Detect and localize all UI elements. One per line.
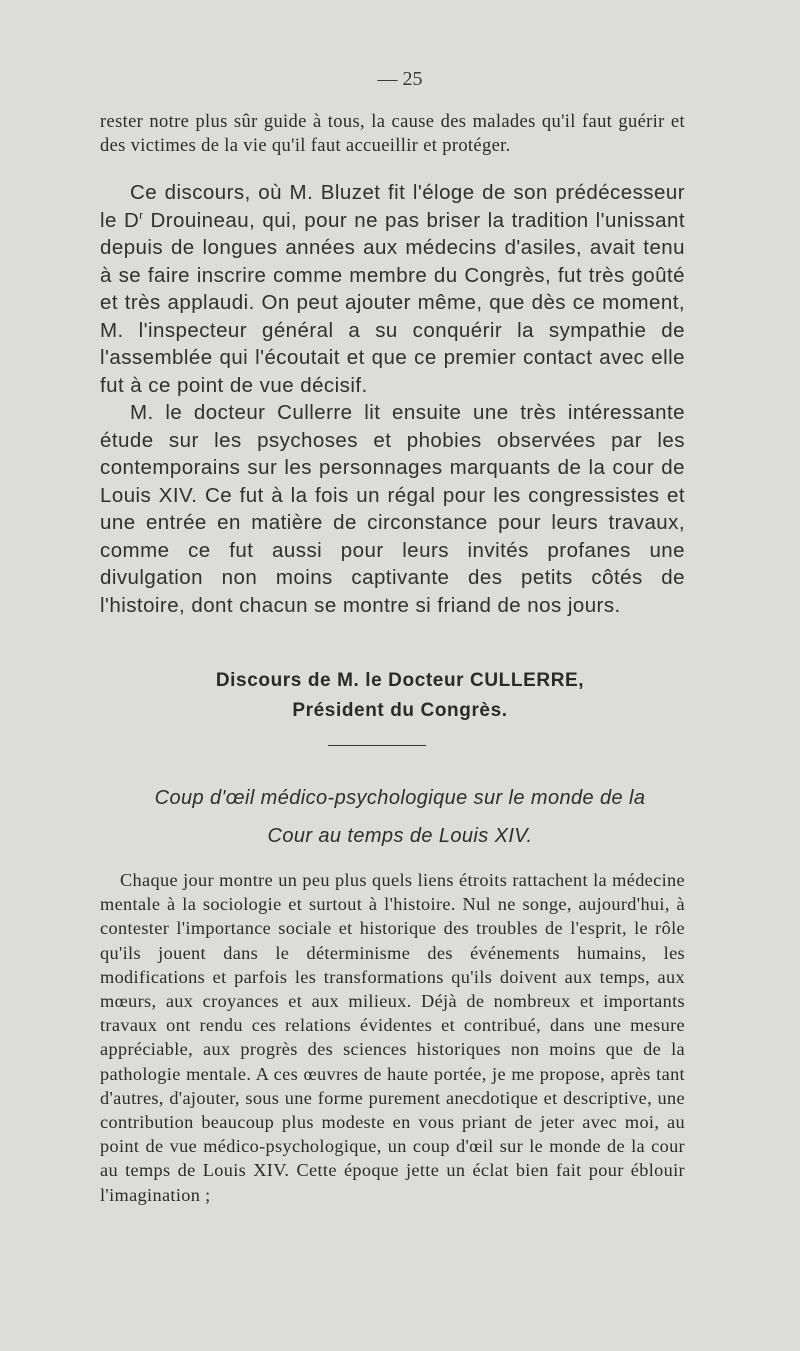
intro-text: rester notre plus sûr guide à tous, la cause des malades qu'il faut guérir et des victimes de la vie qu'il faut accueillir et protéger. [100,112,685,156]
sans-section [100,179,685,619]
subtitle-line1: Coup d'œil médico-psychologique sur le monde de la [154,787,646,809]
paragraph-bluzet: Ce discours, où M. Bluzet fit l'éloge de son prédécesseur le $D^r$ Drouineau, qui, pour ne pas briser la tradition l'unissant depuis de longues années aux médecins d'asiles, avait tenu à se faire inscrire comme membre du Congrès, fut très goûté et très applaudi. On peut ajouter même, que dès ce moment, M. l'inspecteur général a su conquérir la sympathie de l'assemblée qui l'écoutait et que ce premier contact avec elle fut à ce point de vue décisif. [100,181,685,397]
body-paragraph: Chaque jour montre un peu plus quels liens étroits rattachent la médecine mentale à la sociologie et surtout à l'histoire. Nul ne songe, aujourd'hui, à contester l'importance sociale et historique des troubles de l'esprit, le rôle qu'ils jouent dans le déterminisme des événements humains, les modifications et parfois les transformations qu'ils doivent aux temps, aux mœurs, aux croyances et aux milieux. Déjà de nombreux et importants travaux ont rendu ces relations évidentes et contribué, dans une mesure appréciable, aux progrès des sciences historiques non moins que de la pathologie mentale. A ces œuvres de haute portée, je me propose, après tant d'autres, d'ajouter, sous une forme purement anecdotique et descriptive, une contribution beaucoup plus modeste en vous priant de jeter avec moi, au point de vue médico-psychologique, un coup d'œil sur le monde de la cour au temps de Louis XIV. Cette époque jette un éclat bien fait pour éblouir l'imagination ; [100,870,685,1205]
divider-rule [328,745,426,746]
subtitle-line2: Cour au temps de Louis XIV. [267,825,533,847]
superscript-r: r [139,209,144,222]
section-heading-line2: Président du Congrès. [292,700,508,721]
section-heading-line1: Discours de M. le Docteur CULLERRE, [215,670,585,691]
page-number: — 25 [377,68,423,90]
paragraph-cullerre: M. le docteur Cullerre lit ensuite une très intéressante étude sur les psychoses et phobies observées par les contemporains sur les personnages marquants de la cour de Louis XIV. Ce fut à la fois un régal pour les congressistes et une entrée en matière de circonstance pour leurs travaux, comme ce fut aussi pour leurs invités profanes une divulgation non moins captivante des petits côtés de l'histoire, dont chacun se montre si friand de nos jours. [100,401,685,617]
